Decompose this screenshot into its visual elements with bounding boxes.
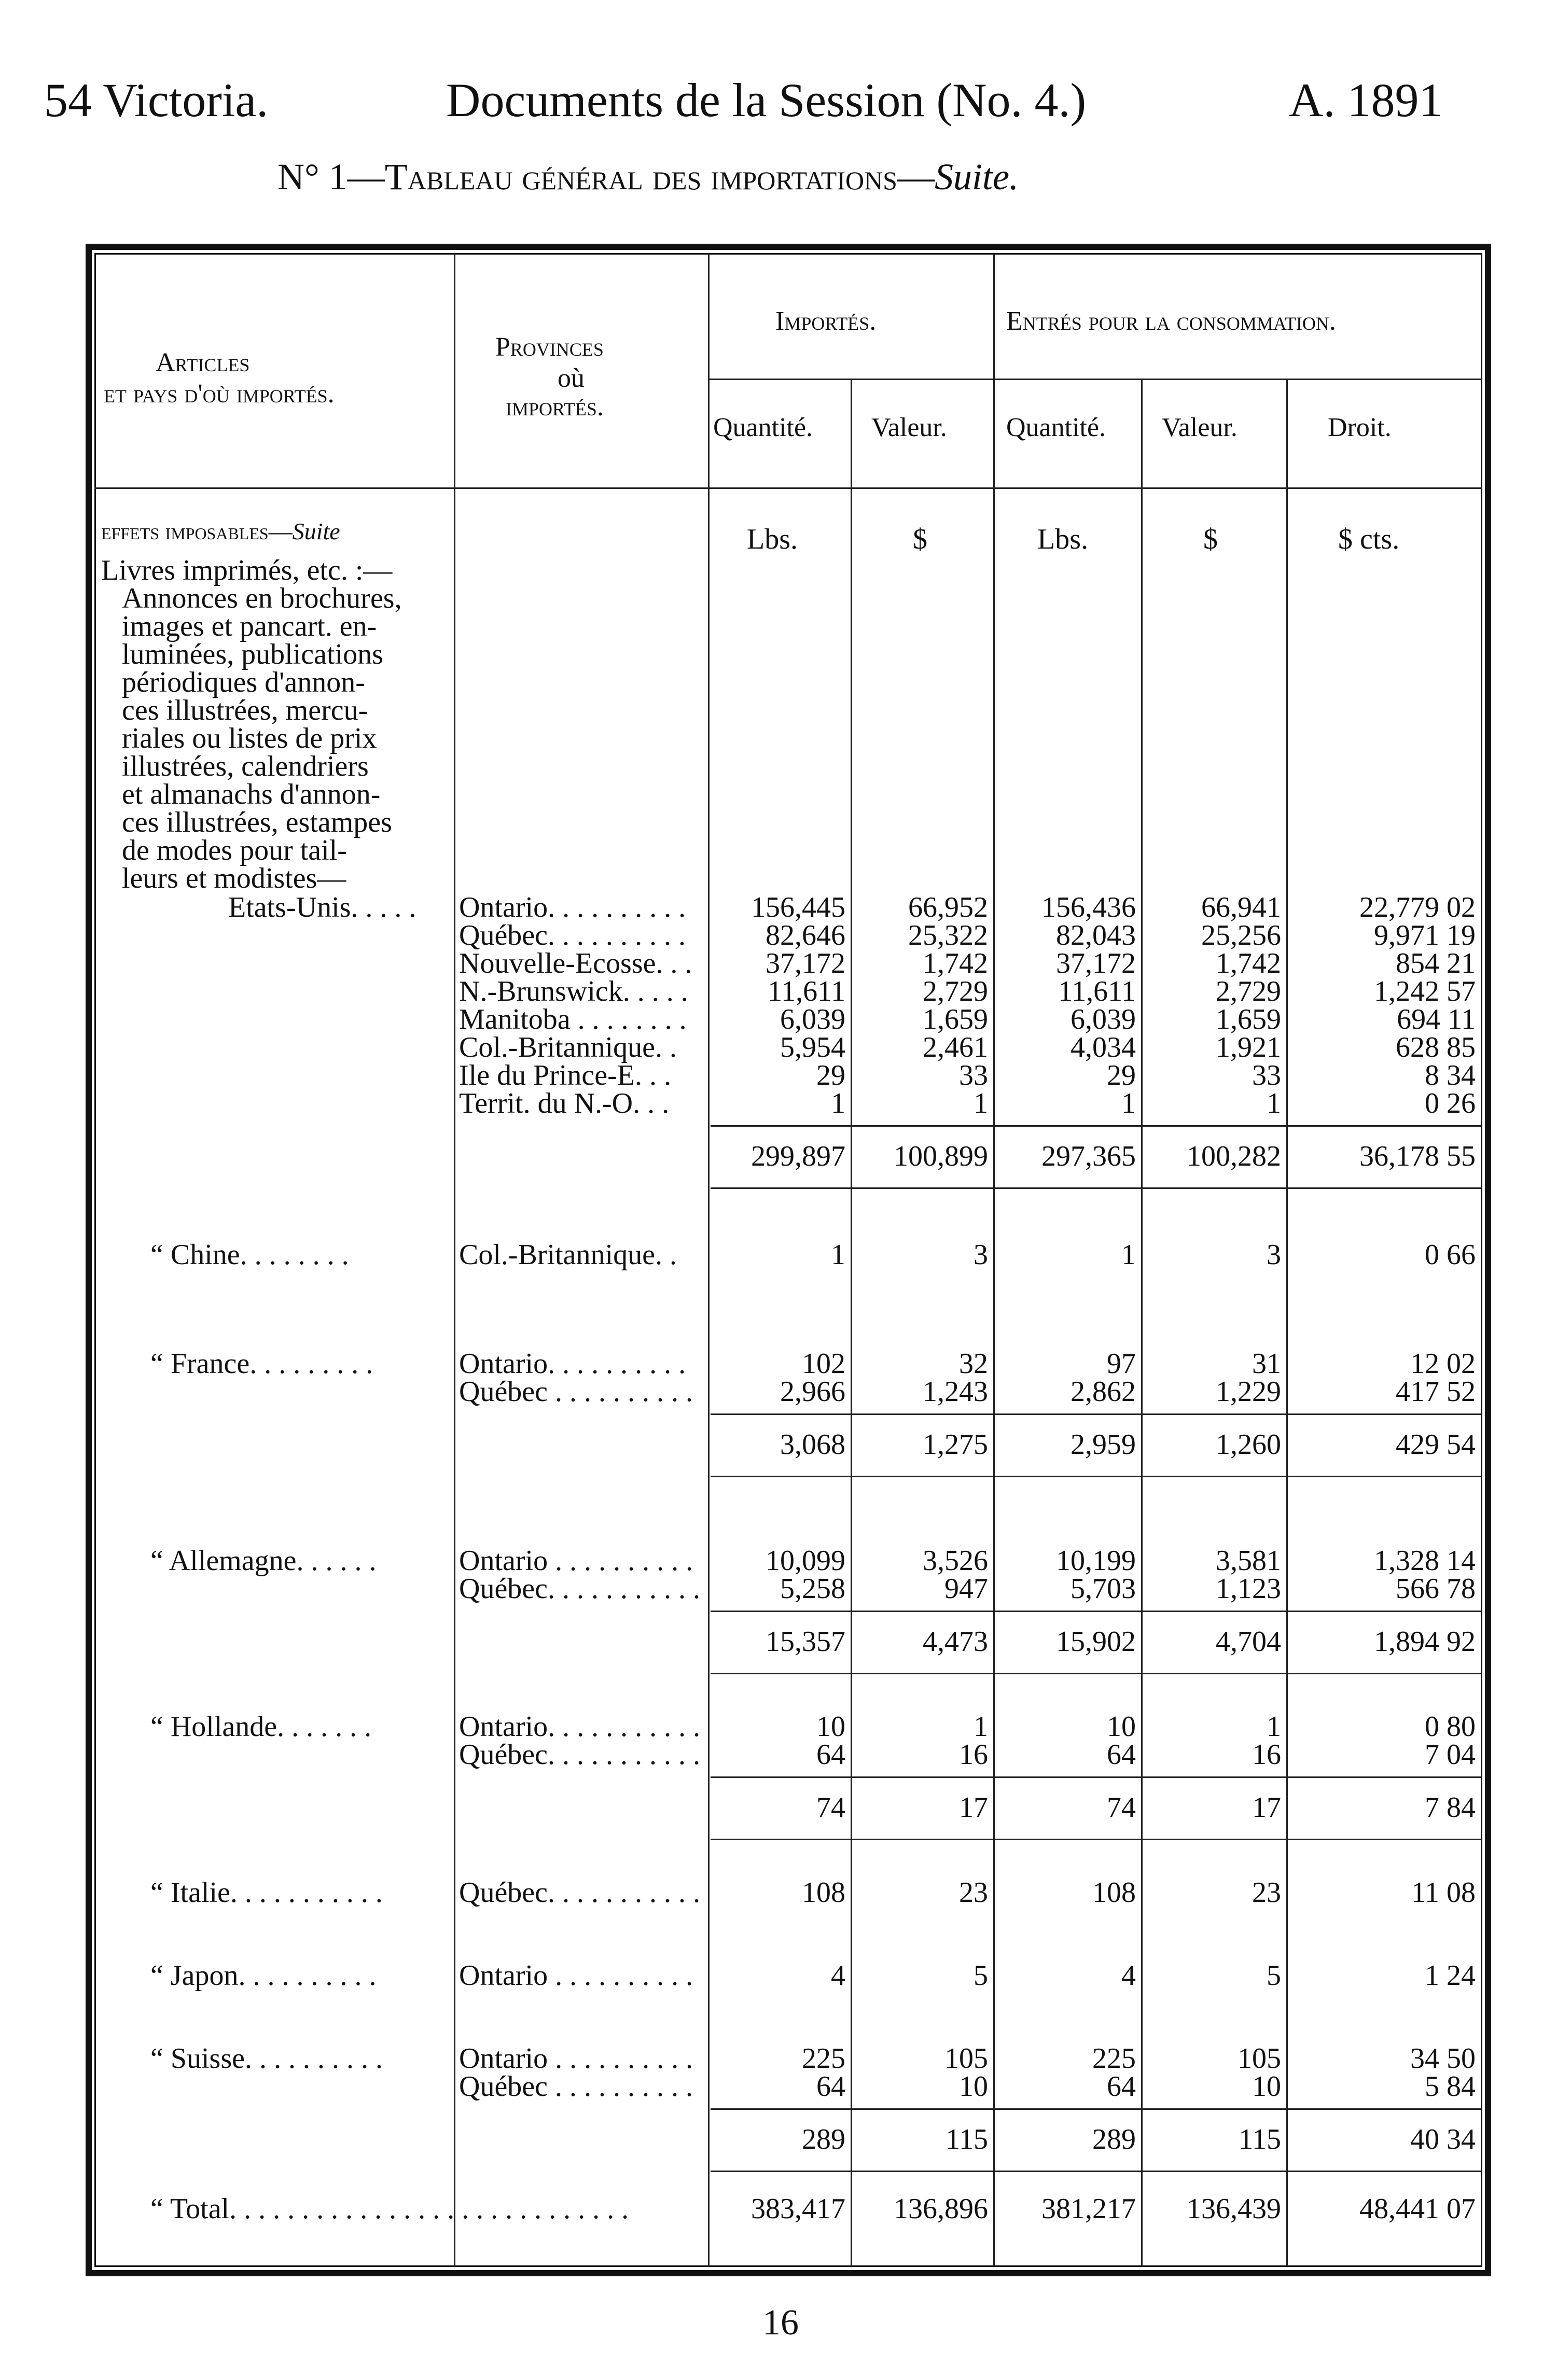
quantity-imported-cell: 64 — [816, 2070, 845, 2103]
unit-lbs-entres: Lbs. — [1037, 523, 1088, 555]
quantity-entered-subtotal: 2,959 — [1071, 1429, 1136, 1461]
province-label: Québec. . . . . . . . . . . — [459, 1739, 701, 1771]
subtotal-bottom-rule — [711, 1187, 1481, 1189]
value-entered-cell: 1,742 — [1216, 947, 1281, 979]
value-imported-cell: 1 — [974, 1711, 988, 1743]
header-importes: Importés. — [775, 306, 877, 336]
province-label: Col.-Britannique. . — [459, 1031, 677, 1063]
value-entered-cell: 3 — [1267, 1239, 1281, 1271]
rule-col-q1 — [851, 379, 852, 2266]
page-header-year: A. 1891 — [1289, 74, 1443, 127]
duty-cell: 628 85 — [1396, 1031, 1476, 1063]
quantity-imported-cell: 108 — [802, 1877, 845, 1909]
province-label: Québec . . . . . . . . . . — [459, 2070, 693, 2103]
value-imported-cell: 947 — [944, 1573, 988, 1605]
subtotal-bottom-rule — [711, 1839, 1481, 1840]
value-imported-subtotal: 4,473 — [923, 1626, 988, 1658]
value-entered-grand-total: 136,439 — [1187, 2193, 1281, 2225]
section-description-line: ces illustrées, estampes — [122, 806, 392, 838]
section-description-line: leurs et modistes— — [122, 862, 346, 894]
value-entered-cell: 33 — [1252, 1059, 1281, 1091]
rule-header-bottom — [94, 487, 1482, 489]
province-label: Ile du Prince-E. . . — [459, 1059, 671, 1091]
quantity-entered-cell: 4,034 — [1071, 1031, 1136, 1063]
header-provinces-1: Provinces — [495, 332, 604, 362]
value-imported-cell: 2,461 — [923, 1031, 988, 1063]
province-label: Nouvelle-Ecosse. . . — [459, 947, 692, 979]
quantity-imported-subtotal: 74 — [816, 1791, 845, 1824]
country-label: “ Chine. . . . . . . . — [150, 1239, 349, 1271]
value-entered-cell: 1 — [1267, 1087, 1281, 1119]
section-description-line: luminées, publications — [122, 638, 383, 670]
province-label: Ontario. . . . . . . . . . — [459, 1348, 686, 1380]
value-imported-cell: 2,729 — [923, 975, 988, 1007]
value-imported-subtotal: 1,275 — [923, 1429, 988, 1461]
duty-cell: 34 50 — [1410, 2042, 1476, 2075]
province-label: N.-Brunswick. . . . . — [459, 975, 688, 1007]
duty-cell: 854 21 — [1396, 947, 1476, 979]
subtotal-rule — [711, 1413, 1481, 1415]
value-imported-cell: 33 — [959, 1059, 988, 1091]
section-description-line: de modes pour tail- — [122, 834, 347, 866]
quantity-entered-cell: 82,043 — [1056, 919, 1136, 951]
header-entres: Entrés pour la consommation. — [1006, 306, 1336, 336]
duty-cell: 7 04 — [1425, 1739, 1476, 1771]
value-entered-subtotal: 4,704 — [1216, 1626, 1281, 1658]
quantity-entered-cell: 64 — [1107, 2070, 1136, 2103]
quantity-entered-grand-total: 381,217 — [1041, 2193, 1136, 2225]
province-label: Ontario . . . . . . . . . . — [459, 1959, 693, 1992]
page-header-title: Documents de la Session (No. 4.) — [446, 74, 1087, 127]
duty-cell: 0 26 — [1425, 1087, 1476, 1119]
province-label: Manitoba . . . . . . . . — [459, 1003, 687, 1035]
duty-grand-total: 48,441 07 — [1359, 2193, 1476, 2225]
quantity-entered-cell: 11,611 — [1058, 975, 1136, 1007]
header-valeur-importes: Valeur. — [871, 413, 947, 442]
duty-subtotal: 429 54 — [1396, 1429, 1476, 1461]
duty-subtotal: 40 34 — [1410, 2123, 1476, 2155]
quantity-imported-cell: 4 — [831, 1959, 845, 1992]
country-label: “ Allemagne. . . . . . — [150, 1545, 377, 1577]
quantity-entered-cell: 64 — [1107, 1739, 1136, 1771]
quantity-imported-cell: 10 — [816, 1711, 845, 1743]
quantity-imported-cell: 10,099 — [766, 1545, 845, 1577]
quantity-entered-cell: 225 — [1092, 2042, 1136, 2075]
value-imported-cell: 66,952 — [908, 891, 988, 923]
subtotal-bottom-rule — [711, 2171, 1481, 2172]
quantity-imported-cell: 2,966 — [780, 1376, 845, 1408]
value-imported-grand-total: 136,896 — [894, 2193, 988, 2225]
value-entered-cell: 5 — [1267, 1959, 1281, 1992]
quantity-imported-grand-total: 383,417 — [751, 2193, 845, 2225]
header-articles-1: Articles — [156, 348, 250, 377]
value-entered-cell: 16 — [1252, 1739, 1281, 1771]
duty-subtotal: 36,178 55 — [1359, 1140, 1476, 1172]
value-imported-subtotal: 17 — [959, 1791, 988, 1824]
value-entered-cell: 23 — [1252, 1877, 1281, 1909]
province-label: Québec. . . . . . . . . . . — [459, 1877, 701, 1909]
province-label: Ontario . . . . . . . . . . — [459, 2042, 693, 2075]
value-imported-cell: 25,322 — [908, 919, 988, 951]
duty-cell: 22,779 02 — [1359, 891, 1476, 923]
province-label: Ontario. . . . . . . . . . — [459, 891, 686, 923]
unit-lbs-importes: Lbs. — [747, 523, 798, 555]
quantity-imported-cell: 37,172 — [766, 947, 845, 979]
province-label: Col.-Britannique. . — [459, 1239, 677, 1271]
section-description-line: riales ou listes de prix — [122, 722, 377, 754]
header-articles-2: et pays d'où importés. — [104, 379, 335, 409]
value-imported-cell: 3,526 — [923, 1545, 988, 1577]
value-entered-subtotal: 100,282 — [1187, 1140, 1281, 1172]
duty-cell: 1 24 — [1425, 1959, 1476, 1992]
grand-total-label: “ Total. . . . . . . . . . . . . . . . . . . . . . . . . . . . — [150, 2193, 629, 2225]
value-entered-cell: 1,229 — [1216, 1376, 1281, 1408]
duty-subtotal: 1,894 92 — [1374, 1626, 1476, 1658]
value-imported-cell: 16 — [959, 1739, 988, 1771]
value-entered-cell: 3,581 — [1216, 1545, 1281, 1577]
value-entered-subtotal: 115 — [1239, 2123, 1281, 2155]
value-entered-cell: 2,729 — [1216, 975, 1281, 1007]
header-provinces-2: où — [558, 363, 585, 393]
unit-dollar-entres: $ — [1203, 523, 1218, 555]
quantity-entered-cell: 6,039 — [1071, 1003, 1136, 1035]
header-provinces-3: importés. — [506, 392, 604, 422]
subtotal-bottom-rule — [711, 1673, 1481, 1674]
value-imported-cell: 23 — [959, 1877, 988, 1909]
section-description-line: ces illustrées, mercu- — [122, 694, 368, 726]
quantity-imported-cell: 156,445 — [751, 891, 845, 923]
quantity-imported-cell: 225 — [802, 2042, 845, 2075]
duty-cell: 1,242 57 — [1374, 975, 1476, 1007]
province-label: Québec. . . . . . . . . . — [459, 919, 686, 951]
quantity-entered-subtotal: 297,365 — [1041, 1140, 1136, 1172]
value-entered-cell: 1,659 — [1216, 1003, 1281, 1035]
value-entered-subtotal: 17 — [1252, 1791, 1281, 1824]
value-imported-cell: 10 — [959, 2070, 988, 2103]
country-label: “ Italie. . . . . . . . . . . — [150, 1877, 383, 1909]
rule-col-v1 — [993, 254, 995, 2266]
header-quantite-importes: Quantité. — [713, 413, 813, 442]
header-droit: Droit. — [1328, 413, 1392, 442]
quantity-entered-cell: 156,436 — [1041, 891, 1136, 923]
duty-cell: 12 02 — [1410, 1348, 1476, 1380]
duty-cell: 0 66 — [1425, 1239, 1476, 1271]
section-description-line: et almanachs d'annon- — [122, 778, 381, 810]
subtotal-rule — [711, 1776, 1481, 1778]
value-imported-cell: 1 — [974, 1087, 988, 1119]
value-entered-cell: 1,921 — [1216, 1031, 1281, 1063]
section-description-line: Annonces en brochures, — [122, 582, 402, 614]
quantity-entered-subtotal: 289 — [1092, 2123, 1136, 2155]
country-label: “ Hollande. . . . . . . — [150, 1711, 372, 1743]
section-description-line: illustrées, calendriers — [122, 750, 369, 782]
section-description-line: images et pancart. en- — [122, 610, 377, 642]
country-label: “ Japon. . . . . . . . . . — [150, 1959, 377, 1992]
subtotal-rule — [711, 2108, 1481, 2110]
value-imported-subtotal: 100,899 — [894, 1140, 988, 1172]
table-title-suite: Suite. — [935, 156, 1019, 198]
page-number: 16 — [762, 2303, 799, 2343]
table-title-text: Tableau général des importations— — [384, 156, 935, 198]
value-entered-subtotal: 1,260 — [1216, 1429, 1281, 1461]
value-entered-cell: 31 — [1252, 1348, 1281, 1380]
quantity-entered-cell: 2,862 — [1071, 1376, 1136, 1408]
province-label: Ontario. . . . . . . . . . . — [459, 1711, 701, 1743]
quantity-imported-cell: 29 — [816, 1059, 845, 1091]
rule-col-q2 — [1141, 379, 1143, 2266]
quantity-entered-subtotal: 74 — [1107, 1791, 1136, 1824]
unit-dollar-importes: $ — [913, 523, 927, 555]
quantity-entered-cell: 5,703 — [1071, 1573, 1136, 1605]
quantity-entered-cell: 10,199 — [1056, 1545, 1136, 1577]
value-entered-cell: 66,941 — [1201, 891, 1281, 923]
quantity-entered-cell: 29 — [1107, 1059, 1136, 1091]
quantity-entered-cell: 10 — [1107, 1711, 1136, 1743]
province-label: Québec. . . . . . . . . . . — [459, 1573, 701, 1605]
value-imported-subtotal: 115 — [946, 2123, 988, 2155]
value-entered-cell: 1 — [1267, 1711, 1281, 1743]
duty-cell: 11 08 — [1411, 1877, 1476, 1909]
province-label: Territ. du N.-O. . . — [459, 1087, 670, 1119]
quantity-entered-cell: 1 — [1121, 1087, 1136, 1119]
value-imported-cell: 105 — [944, 2042, 988, 2075]
duty-cell: 8 34 — [1425, 1059, 1476, 1091]
quantity-entered-cell: 4 — [1121, 1959, 1136, 1992]
value-imported-cell: 1,659 — [923, 1003, 988, 1035]
quantity-imported-subtotal: 15,357 — [766, 1626, 845, 1658]
duty-cell: 9,971 19 — [1374, 919, 1476, 951]
quantity-entered-cell: 1 — [1121, 1239, 1136, 1271]
value-imported-cell: 1,742 — [923, 947, 988, 979]
quantity-entered-cell: 37,172 — [1056, 947, 1136, 979]
country-label: “ Suisse. . . . . . . . . . — [150, 2042, 383, 2075]
table-number: N° 1— — [277, 156, 385, 198]
value-imported-cell: 32 — [959, 1348, 988, 1380]
quantity-imported-cell: 1 — [831, 1087, 845, 1119]
page-header-volume: 54 Victoria. — [44, 74, 269, 127]
quantity-imported-subtotal: 289 — [802, 2123, 845, 2155]
value-imported-cell: 5 — [974, 1959, 988, 1992]
duty-cell: 417 52 — [1396, 1376, 1476, 1408]
value-entered-cell: 1,123 — [1216, 1573, 1281, 1605]
unit-droit: $ cts. — [1338, 523, 1400, 555]
quantity-entered-cell: 108 — [1092, 1877, 1136, 1909]
quantity-imported-cell: 5,258 — [780, 1573, 845, 1605]
value-imported-cell: 1,243 — [923, 1376, 988, 1408]
rule-col-provinces — [708, 254, 710, 2266]
subtotal-bottom-rule — [711, 1476, 1481, 1477]
duty-cell: 0 80 — [1425, 1711, 1476, 1743]
header-valeur-entres: Valeur. — [1162, 413, 1238, 442]
section-description-line: Livres imprimés, etc. :— — [101, 554, 393, 586]
quantity-imported-cell: 5,954 — [780, 1031, 845, 1063]
value-imported-cell: 3 — [974, 1239, 988, 1271]
section-title: effets imposables—Suite — [101, 518, 340, 544]
quantity-imported-cell: 102 — [802, 1348, 845, 1380]
duty-cell: 566 78 — [1396, 1573, 1476, 1605]
country-label: Etats-Unis. . . . . — [228, 891, 416, 923]
duty-subtotal: 7 84 — [1425, 1791, 1476, 1824]
value-entered-cell: 10 — [1252, 2070, 1281, 2103]
rule-header-split — [708, 379, 1482, 380]
province-label: Québec . . . . . . . . . . — [459, 1376, 693, 1408]
quantity-imported-subtotal: 3,068 — [780, 1429, 845, 1461]
quantity-imported-cell: 6,039 — [780, 1003, 845, 1035]
rule-col-articles — [454, 254, 455, 2266]
quantity-imported-cell: 82,646 — [766, 919, 845, 951]
duty-cell: 694 11 — [1397, 1003, 1476, 1035]
quantity-imported-subtotal: 299,897 — [751, 1140, 845, 1172]
province-label: Ontario . . . . . . . . . . — [459, 1545, 693, 1577]
quantity-entered-cell: 97 — [1107, 1348, 1136, 1380]
header-quantite-entres: Quantité. — [1006, 413, 1106, 442]
duty-cell: 1,328 14 — [1374, 1545, 1476, 1577]
quantity-imported-cell: 1 — [831, 1239, 845, 1271]
rule-col-v2 — [1286, 379, 1288, 2266]
subtotal-rule — [711, 1611, 1481, 1612]
quantity-imported-cell: 64 — [816, 1739, 845, 1771]
country-label: “ France. . . . . . . . . — [150, 1348, 373, 1380]
quantity-entered-subtotal: 15,902 — [1056, 1626, 1136, 1658]
table-title — [277, 156, 1019, 199]
duty-cell: 5 84 — [1425, 2070, 1476, 2103]
value-entered-cell: 25,256 — [1201, 919, 1281, 951]
section-description-line: périodiques d'annon- — [122, 666, 365, 698]
value-entered-cell: 105 — [1238, 2042, 1281, 2075]
subtotal-rule — [711, 1125, 1481, 1127]
quantity-imported-cell: 11,611 — [768, 975, 845, 1007]
